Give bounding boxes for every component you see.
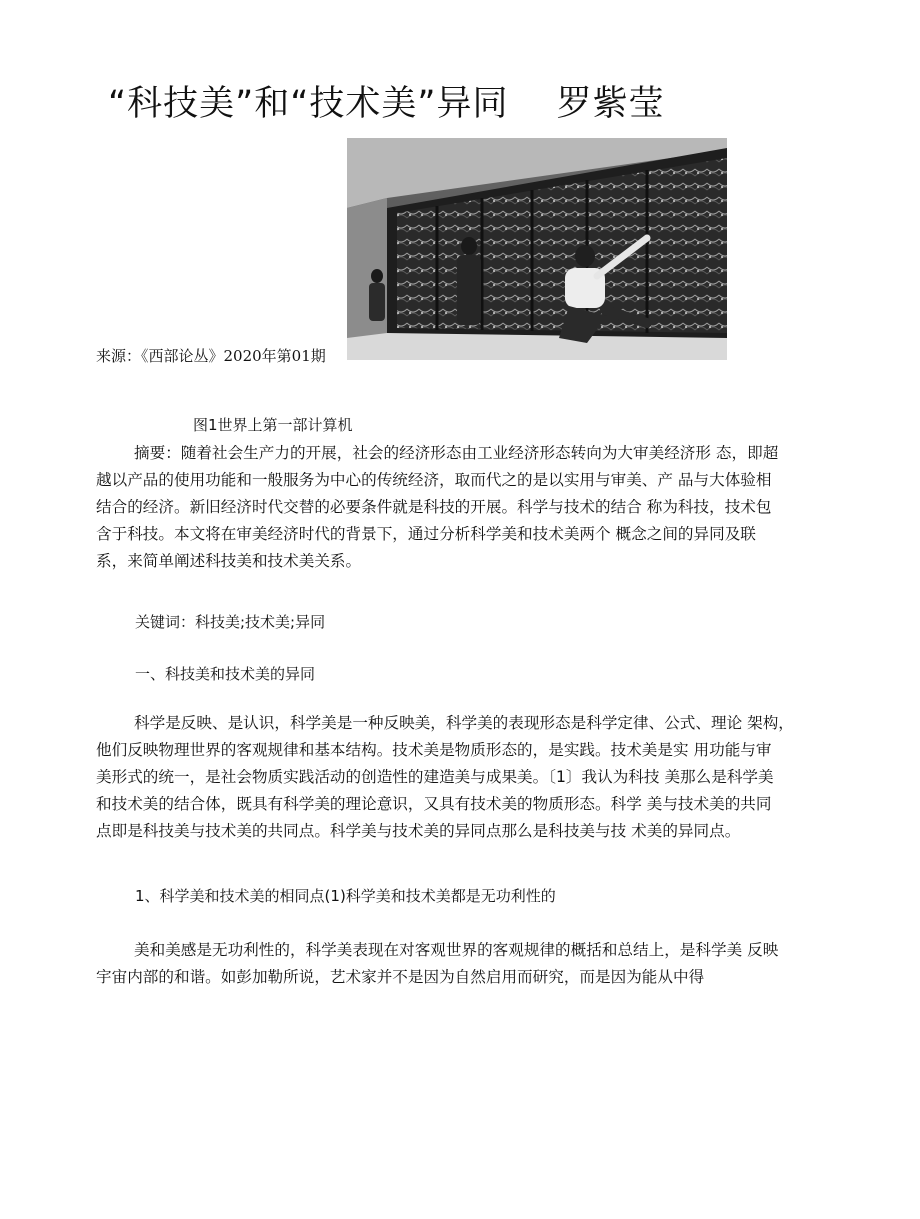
text-line: 点即是科技美与技术美的共同点。科学美与技术美的异同点那么是科技美与技 术美的异同点。 [96,822,741,840]
text-line: 摘要：随着社会生产力的开展，社会的经济形态由工业经济形态转向为大审美经济形 态，即超 [134,444,779,462]
section-heading: 一、科技美和技术美的异同 [135,665,316,683]
vintage-computer-photo [347,138,727,360]
article-title: “科技美”和“技术美”异同 罗紫莹 [108,84,665,124]
text-line: 他们反映物理世界的客观规律和基本结构。技术美是物质形态的，是实践。技术美是实 用功能与审 [96,741,772,759]
text-line: 科学是反映、是认识，科学美是一种反映美，科学美的表现形态是科学定律、公式、理论 架构， [134,714,794,732]
article-source: 来源：《西部论丛》2020年第01期 [96,347,326,365]
text-line: 和技术美的结合体，既具有科学美的理论意识，又具有技术美的物质形态。科学 美与技术美的共同 [96,795,772,813]
text-line: 越以产品的使用功能和一般服务为中心的传统经济，取而代之的是以实用与审美、产 品与大体验相 [96,471,772,489]
keywords: 关键词：科技美;技术美;异同 [135,613,326,631]
subsection-paragraph [96,937,831,991]
abstract-paragraph [96,440,831,575]
figure-caption: 图1世界上第一部计算机 [193,416,353,434]
text-line: 系，来简单阐述科技美和技术美关系。 [96,552,362,570]
vintage-computer-photo-icon [347,138,727,360]
text-line: 美形式的统一，是社会物质实践活动的创造性的建造美与成果美。〔1〕我认为科技 美那么是科学美 [96,768,774,786]
text-line: 含于科技。本文将在审美经济时代的背景下，通过分析科学美和技术美两个 概念之间的异同及联 [96,525,756,543]
text-line: 宇宙内部的和谐。如彭加勒所说，艺术家并不是因为自然启用而研究，而是因为能从中得 [96,968,705,986]
section-paragraph [96,710,831,845]
text-line: 美和美感是无功利性的，科学美表现在对客观世界的客观规律的概括和总结上，是科学美 反映 [134,941,779,959]
text-line: 结合的经济。新旧经济时代交替的必要条件就是科技的开展。科学与技术的结合 称为科技，技术包 [96,498,772,516]
subsection-heading: 1、科学美和技术美的相同点(1)科学美和技术美都是无功利性的 [135,887,556,905]
